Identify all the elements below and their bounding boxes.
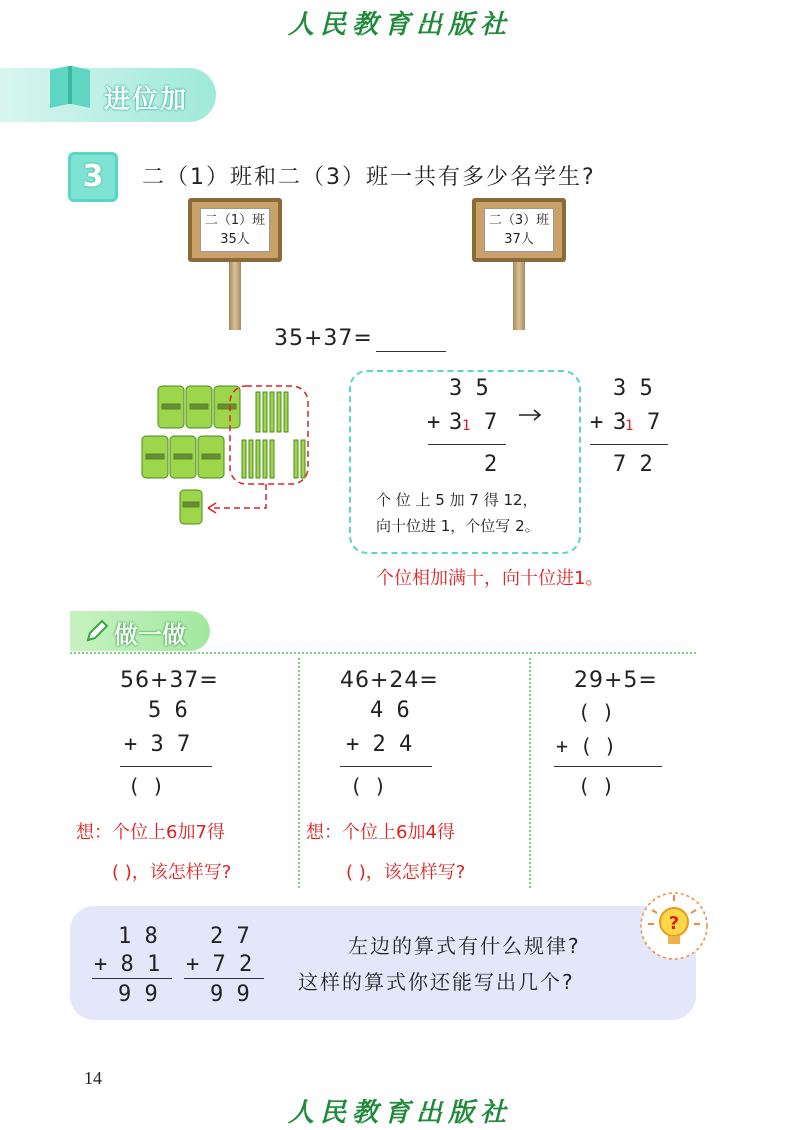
pattern-1-top: 1 8 [118,924,158,949]
pattern-1-result: 9 9 [118,982,158,1007]
vertical-left-result: 2 [484,452,498,477]
sign-post-1 [229,262,241,330]
problem-2-rule [340,766,432,767]
page-number: 14 [84,1068,102,1088]
problem-3-equation: 29+5= [574,668,658,693]
svg-text:?: ? [668,913,680,934]
class-sign-1 [188,198,282,262]
vertical-right-result: 7 2 [613,452,653,477]
column-divider-2 [529,658,531,888]
pattern-1-bottom: + 8 1 [94,952,161,977]
answer-blank [376,351,446,352]
problem-2-hint-2: ( )，该怎样写? [346,862,466,883]
explanation-line-1: 个 位 上 5 加 7 得 12， [376,491,538,509]
carry-mark-right: 1 [625,418,634,434]
problem-1-hint-2: ( )，该怎样写? [112,862,232,883]
section-title: 进位加 [104,85,189,115]
vertical-left-top: 3 5 [449,376,489,401]
carry-rule: 个位相加满十，向十位进1。 [376,568,604,589]
sign-2-class: 二（3）班 [488,213,550,228]
arrow-right-icon [518,408,544,422]
pattern-2-result: 9 9 [210,982,250,1007]
pattern-2-rule [184,978,264,979]
vertical-left-ones: 7 [484,410,498,435]
sign-2-count: 37人 [504,232,534,247]
problem-2-top: 4 6 [370,698,410,723]
book-icon [46,62,94,110]
pencil-icon [84,618,110,644]
problem-2-equation: 46+24= [340,668,439,693]
explanation-line-2: 向十位进 1，个位写 2。 [376,517,540,535]
vertical-right-rule [590,444,668,445]
publisher-footer: 人民教育出版社 [287,1098,512,1128]
problem-2-hint-1: 想：个位上6加4得 [306,822,455,843]
vertical-left-rule [428,444,506,445]
pattern-2-bottom: + 7 2 [186,952,253,977]
problem-1-top: 5 6 [148,698,188,723]
problem-1-bottom: + 3 7 [124,732,191,757]
example-equation: 35+37= [274,326,373,351]
problem-1-answer[interactable]: ( ) [128,774,165,798]
pattern-box [70,906,696,1020]
vertical-left-tens: 3 [449,410,463,435]
question-bulb-icon [638,890,710,962]
practice-divider [70,652,696,654]
pattern-question-1: 左边的算式有什么规律? [348,934,581,958]
problem-3-bottom[interactable]: + ( ) [556,734,617,758]
pattern-2-top: 2 7 [210,924,250,949]
publisher-header: 人民教育出版社 [287,10,512,40]
sign-1-class: 二（1）班 [204,213,266,228]
problem-1-rule [120,766,212,767]
pattern-question-2: 这样的算式你还能写出几个? [298,970,575,994]
sign-post-2 [513,262,525,330]
problem-3-top[interactable]: ( ) [578,700,615,724]
problem-2-answer[interactable]: ( ) [350,774,387,798]
column-divider-1 [298,658,300,888]
problem-1-equation: 56+37= [120,668,219,693]
vertical-right-ones: 7 [647,410,661,435]
vertical-right-tens: 3 [613,410,627,435]
problem-2-bottom: + 2 4 [346,732,413,757]
example-question: 二（1）班和二（3）班一共有多少名学生? [142,165,596,190]
vertical-left-plus: + [427,410,441,435]
class-sign-2 [472,198,566,262]
practice-title: 做一做 [114,621,186,649]
problem-3-answer[interactable]: ( ) [578,774,615,798]
carry-mark-left: 1 [462,418,471,434]
sign-1-count: 35人 [220,232,250,247]
vertical-right-plus: + [590,410,604,435]
problem-3-rule [554,766,662,767]
problem-1-hint-1: 想：个位上6加7得 [76,822,225,843]
counting-sticks-illustration [136,378,326,528]
vertical-right-top: 3 5 [613,376,653,401]
example-number-badge: 3 [68,152,118,202]
pattern-1-rule [92,978,172,979]
